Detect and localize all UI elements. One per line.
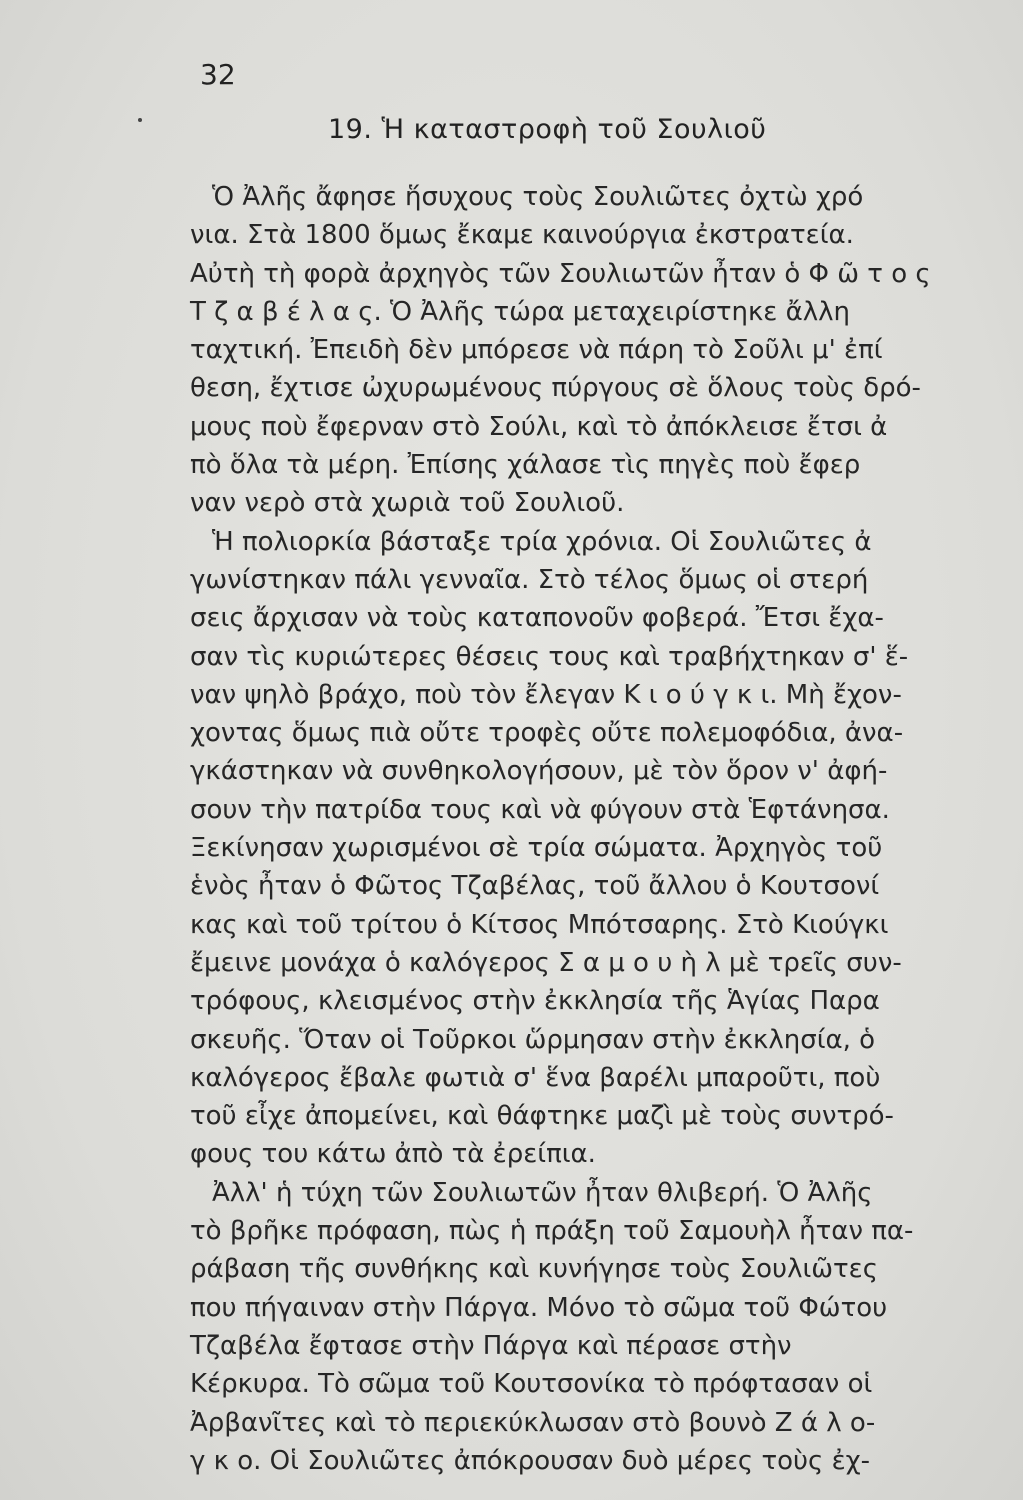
text-line: ναν νερὸ στὰ χωριὰ τοῦ Σουλιοῦ. [190,488,625,519]
chapter-title: 19. Ἡ καταστροφὴ τοῦ Σουλιοῦ [328,114,767,145]
text-line: θεση, ἔχτισε ὠχυρωμένους πύργους σὲ ὅλους τοὺς δρό- [190,373,921,404]
text-line: ναν ψηλὸ βράχο, ποὺ τὸν ἔλεγαν Κ ι ο ύ γ κ ι. Μὴ ἔχον- [190,679,902,710]
text-line: που πήγαιναν στὴν Πάργα. Μόνο τὸ σῶμα τοῦ Φώτου [190,1292,888,1323]
text-line: ἑνὸς ἦταν ὁ Φῶτος Τζαβέλας, τοῦ ἄλλου ὁ Κουτσονί [190,871,880,902]
text-line: τρόφους, κλεισμένος στὴν ἐκκλησία τῆς Ἁγίας Παρα [190,986,880,1017]
body-text [190,178,980,1480]
text-line: πὸ ὅλα τὰ μέρη. Ἐπίσης χάλασε τὶς πηγὲς ποὺ ἔφερ [190,450,861,481]
text-line: Ἀρβανῖτες καὶ τὸ περιεκύκλωσαν στὸ βουνὸ Ζ ά λ ο- [190,1407,876,1438]
margin-dot [138,118,142,122]
text-line: Ξεκίνησαν χωρισμένοι σὲ τρία σώματα. Ἀρχηγὸς τοῦ [190,833,883,864]
text-line: γκάστηκαν νὰ συνθηκολογήσουν, μὲ τὸν ὅρον ν' ἀφή- [190,756,888,787]
text-line: ράβαση τῆς συνθήκης καὶ κυνήγησε τοὺς Σουλιῶτες [190,1254,878,1285]
text-line: γ κ ο. Οἱ Σουλιῶτες ἀπόκρουσαν δυὸ μέρες τοὺς ἐχ- [190,1445,871,1476]
text-line: κας καὶ τοῦ τρίτου ὁ Κίτσος Μπότσαρης. Στὸ Κιούγκι [190,909,889,940]
text-line: Ἀλλ' ἡ τύχη τῶν Σουλιωτῶν ἦταν θλιβερή. Ὁ Ἀλῆς [212,1177,873,1208]
text-line: τὸ βρῆκε πρόφαση, πὼς ἡ πράξη τοῦ Σαμουὴλ ἦταν πα- [190,1216,914,1247]
text-line: ταχτική. Ἐπειδὴ δὲν μπόρεσε νὰ πάρη τὸ Σοῦλι μ' ἐπί [190,335,883,366]
text-line: καλόγερος ἔβαλε φωτιὰ σ' ἕνα βαρέλι μπαροῦτι, ποὺ [190,1062,881,1093]
text-line: νια. Στὰ 1800 ὅμως ἔκαμε καινούργια ἐκστρατεία. [190,220,854,251]
text-line: Αὐτὴ τὴ φορὰ ἀρχηγὸς τῶν Σουλιωτῶν ἦταν ὁ Φ ῶ τ ο ς [190,258,931,289]
text-line: σεις ἄρχισαν νὰ τοὺς καταπονοῦν φοβερά. Ἔτσι ἔχα- [190,603,884,634]
text-line: τοῦ εἶχε ἀπομείνει, καὶ θάφτηκε μαζὶ μὲ τοὺς συντρό- [190,1101,894,1132]
text-line: ἔμεινε μονάχα ὁ καλόγερος Σ α μ ο υ ὴ λ μὲ τρεῖς συν- [190,947,902,978]
text-line: χοντας ὅμως πιὰ οὔτε τροφὲς οὔτε πολεμοφόδια, ἀνα- [190,718,904,749]
text-line: σαν τὶς κυριώτερες θέσεις τους καὶ τραβήχτηκαν σ' ἕ- [190,641,909,672]
text-line: Τζαβέλα ἔφτασε στὴν Πάργα καὶ πέρασε στὴν [190,1330,792,1361]
text-line: σουν τὴν πατρίδα τους καὶ νὰ φύγουν στὰ Ἑφτάνησα. [190,794,890,825]
text-line: σκευῆς. Ὅταν οἱ Τοῦρκοι ὥρμησαν στὴν ἐκκλησία, ὁ [190,1024,876,1055]
text-line: γωνίστηκαν πάλι γενναῖα. Στὸ τέλος ὅμως οἱ στερή [190,564,869,595]
text-line: Ἡ πολιορκία βάσταξε τρία χρόνια. Οἱ Σουλιῶτες ἀ [212,526,872,557]
text-line: Ὁ Ἀλῆς ἄφησε ἥσυχους τοὺς Σουλιῶτες ὀχτὼ χρό [212,182,864,212]
text-line: φους του κάτω ἀπὸ τὰ ἐρείπια. [190,1139,596,1170]
text-line: Κέρκυρα. Τὸ σῶμα τοῦ Κουτσονίκα τὸ πρόφτασαν οἱ [190,1369,873,1400]
text-line: μους ποὺ ἔφερναν στὸ Σούλι, καὶ τὸ ἀπόκλεισε ἔτσι ἀ [190,411,888,442]
page-number: 32 [200,58,236,91]
text-line: Τ ζ α β έ λ α ς. Ὁ Ἀλῆς τώρα μεταχειρίστηκε ἄλλη [190,296,851,327]
